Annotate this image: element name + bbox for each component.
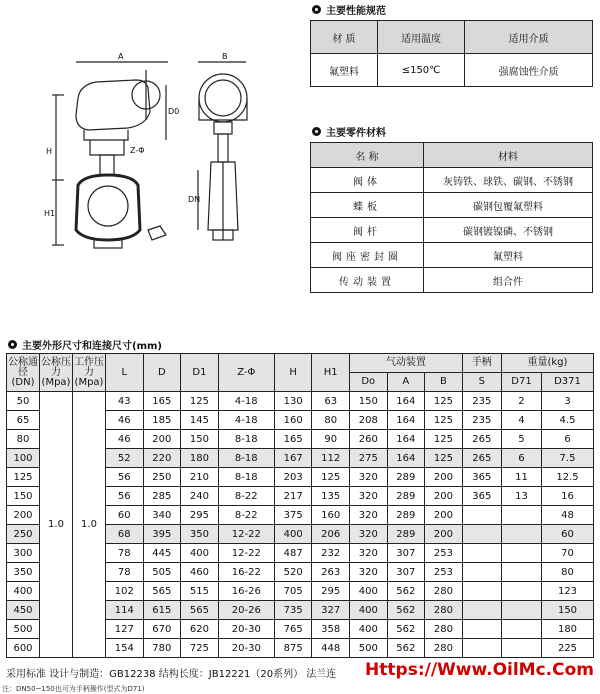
dim-cell: 200 (143, 430, 181, 449)
dim-header-Do: Do (350, 373, 388, 392)
parts-material: 碳钢包覆氟塑料 (424, 193, 593, 218)
dim-cell: 280 (425, 601, 463, 620)
dim-cell: 20-26 (218, 601, 274, 620)
dim-cell: 208 (350, 411, 388, 430)
dim-cell: 780 (143, 639, 181, 658)
section-bullet-icon (312, 5, 322, 14)
dim-cell: 180 (181, 449, 219, 468)
perf-header-temp: 适用温度 (377, 21, 464, 54)
parts-name: 阀体 (311, 168, 424, 193)
dim-cell: 203 (274, 468, 312, 487)
dim-cell-dn: 200 (7, 506, 40, 525)
dim-cell-dn: 600 (7, 639, 40, 658)
dim-header-H1: H1 (312, 354, 350, 392)
dim-cell: 165 (143, 392, 181, 411)
dim-cell: 400 (274, 525, 312, 544)
dim-cell-pn: 1.0 (40, 392, 73, 658)
dim-cell: 253 (425, 544, 463, 563)
dim-cell: 56 (106, 487, 144, 506)
dim-cell: 260 (350, 430, 388, 449)
dim-cell: 8-18 (218, 449, 274, 468)
dim-cell: 307 (387, 544, 425, 563)
dim-header-D1: D1 (181, 354, 219, 392)
dim-cell: 265 (462, 449, 501, 468)
parts-header-material: 材料 (424, 143, 593, 168)
dim-cell: 725 (181, 639, 219, 658)
dim-cell: 150 (542, 601, 594, 620)
section-parts-label: 主要零件材料 (326, 128, 386, 139)
dim-cell: 6 (501, 449, 541, 468)
dim-cell: 164 (387, 392, 425, 411)
dim-cell: 765 (274, 620, 312, 639)
dim-cell: 263 (312, 563, 350, 582)
parts-name: 传动装置 (311, 268, 424, 293)
dim-cell: 320 (350, 506, 388, 525)
dim-cell: 280 (425, 639, 463, 658)
dim-cell: 125 (425, 449, 463, 468)
dim-cell: 200 (425, 525, 463, 544)
dim-cell: 620 (181, 620, 219, 639)
perf-header-medium: 适用介质 (465, 21, 593, 54)
dim-cell: 200 (425, 468, 463, 487)
dim-header-H: H (274, 354, 312, 392)
dim-cell: 164 (387, 449, 425, 468)
footnote: 注：DN50~150也可为手柄操作(型式为D71) (2, 685, 145, 693)
dim-cell: 13 (501, 487, 541, 506)
dim-cell (462, 639, 501, 658)
dim-header-L: L (106, 354, 144, 392)
dim-cell: 562 (387, 582, 425, 601)
dim-cell: 285 (143, 487, 181, 506)
dim-header-D371: D371 (542, 373, 594, 392)
dim-cell (501, 639, 541, 658)
dim-cell: 8-18 (218, 468, 274, 487)
dim-label-D0: D0 (168, 107, 180, 116)
dim-cell: 265 (462, 430, 501, 449)
dim-cell: 253 (425, 563, 463, 582)
dim-cell: 60 (542, 525, 594, 544)
dim-cell-dn: 80 (7, 430, 40, 449)
dim-cell: 320 (350, 544, 388, 563)
dim-cell: 615 (143, 601, 181, 620)
dim-cell (501, 506, 541, 525)
dim-cell: 705 (274, 582, 312, 601)
dim-cell: 130 (274, 392, 312, 411)
dim-cell: 280 (425, 582, 463, 601)
dim-header-weight: 重量(kg) (501, 354, 593, 373)
dim-cell-dn: 400 (7, 582, 40, 601)
dim-cell: 460 (181, 563, 219, 582)
dim-cell: 4 (501, 411, 541, 430)
dim-cell: 5 (501, 430, 541, 449)
dim-cell: 320 (350, 487, 388, 506)
dim-cell-dn: 150 (7, 487, 40, 506)
dim-label-A: A (118, 52, 124, 61)
dim-cell: 565 (143, 582, 181, 601)
dim-cell (462, 506, 501, 525)
valve-technical-drawing (28, 40, 273, 270)
dim-cell: 350 (181, 525, 219, 544)
dim-cell: 102 (106, 582, 144, 601)
dim-cell-dn: 250 (7, 525, 40, 544)
dim-cell: 127 (106, 620, 144, 639)
dim-cell: 375 (274, 506, 312, 525)
dim-cell (501, 582, 541, 601)
dim-label-H1: H1 (44, 209, 56, 218)
dim-cell: 125 (425, 392, 463, 411)
section-performance-label: 主要性能规范 (326, 6, 386, 17)
dim-cell: 327 (312, 601, 350, 620)
dim-cell: 289 (387, 468, 425, 487)
dim-cell: 875 (274, 639, 312, 658)
dim-cell: 307 (387, 563, 425, 582)
dim-cell: 320 (350, 525, 388, 544)
dim-cell (462, 582, 501, 601)
dim-cell: 217 (274, 487, 312, 506)
section-performance-title (312, 2, 386, 17)
dim-cell: 225 (542, 639, 594, 658)
dim-cell: 400 (350, 620, 388, 639)
dim-cell: 515 (181, 582, 219, 601)
dim-cell: 200 (425, 506, 463, 525)
dim-cell (462, 601, 501, 620)
dim-cell-dn: 500 (7, 620, 40, 639)
dim-label-H: H (46, 147, 53, 156)
parts-material: 氟塑料 (424, 243, 593, 268)
section-parts-title (312, 124, 386, 139)
dim-cell: 12-22 (218, 525, 274, 544)
dim-cell: 232 (312, 544, 350, 563)
standards-text: 采用标准 设计与制造：GB12238 结构长度：JB12221（20系列） 法兰连 (6, 669, 337, 680)
dim-cell: 154 (106, 639, 144, 658)
dim-cell: 289 (387, 487, 425, 506)
dim-cell: 52 (106, 449, 144, 468)
dim-cell: 43 (106, 392, 144, 411)
dim-cell: 235 (462, 392, 501, 411)
parts-material: 组合件 (424, 268, 593, 293)
dim-cell: 206 (312, 525, 350, 544)
dim-cell: 16-22 (218, 563, 274, 582)
dim-cell: 280 (425, 620, 463, 639)
dim-cell: 80 (312, 411, 350, 430)
dim-cell: 165 (274, 430, 312, 449)
dim-cell: 3 (542, 392, 594, 411)
dim-cell: 46 (106, 411, 144, 430)
dim-cell: 448 (312, 639, 350, 658)
dim-header-handle: 手柄 (462, 354, 501, 373)
dim-label-Z: Z-Φ (130, 146, 145, 155)
dim-cell (501, 620, 541, 639)
dim-cell: 520 (274, 563, 312, 582)
dim-header-D: D (143, 354, 181, 392)
section-bullet-icon (8, 340, 18, 349)
dim-cell: 320 (350, 468, 388, 487)
dim-cell (501, 544, 541, 563)
dim-cell: 160 (312, 506, 350, 525)
dim-cell: 185 (143, 411, 181, 430)
perf-cell-medium: 强腐蚀性介质 (465, 54, 593, 87)
dim-cell-dn: 350 (7, 563, 40, 582)
watermark: Https://Www.OilMc.Com (365, 660, 594, 680)
dim-cell: 2 (501, 392, 541, 411)
dim-cell: 445 (143, 544, 181, 563)
performance-table (310, 20, 593, 87)
dim-cell: 80 (542, 563, 594, 582)
dim-cell: 125 (181, 392, 219, 411)
dim-cell: 90 (312, 430, 350, 449)
dim-cell: 150 (181, 430, 219, 449)
dim-cell-wp: 1.0 (73, 392, 106, 658)
dim-cell: 365 (462, 487, 501, 506)
dim-cell-dn: 125 (7, 468, 40, 487)
dim-cell: 123 (542, 582, 594, 601)
dim-table-row (7, 392, 594, 411)
dim-cell: 358 (312, 620, 350, 639)
parts-material: 灰铸铁、球铁、碳钢、不锈钢 (424, 168, 593, 193)
dim-cell: 400 (350, 582, 388, 601)
dim-cell: 56 (106, 468, 144, 487)
dim-cell: 487 (274, 544, 312, 563)
section-dimensions-title (8, 337, 162, 352)
parts-table (310, 142, 593, 293)
dim-cell (462, 563, 501, 582)
parts-material: 碳钢镀镍磷、不锈钢 (424, 218, 593, 243)
dim-header-pn: 公称压力(Mpa) (40, 354, 73, 392)
dim-label-DN: DN (188, 195, 201, 204)
dim-cell: 4-18 (218, 392, 274, 411)
dim-cell (501, 563, 541, 582)
dim-cell: 289 (387, 525, 425, 544)
dim-cell: 295 (312, 582, 350, 601)
dim-cell: 11 (501, 468, 541, 487)
dim-cell: 400 (181, 544, 219, 563)
dim-cell: 60 (106, 506, 144, 525)
dim-cell: 150 (350, 392, 388, 411)
dim-header-D71: D71 (501, 373, 541, 392)
dim-cell: 180 (542, 620, 594, 639)
dim-cell: 114 (106, 601, 144, 620)
dim-cell: 735 (274, 601, 312, 620)
dim-cell: 500 (350, 639, 388, 658)
dim-cell-dn: 100 (7, 449, 40, 468)
dim-cell-dn: 450 (7, 601, 40, 620)
dim-cell: 63 (312, 392, 350, 411)
dim-cell: 160 (274, 411, 312, 430)
dim-cell: 200 (425, 487, 463, 506)
dim-cell: 125 (425, 430, 463, 449)
dim-cell: 395 (143, 525, 181, 544)
dim-cell: 210 (181, 468, 219, 487)
dim-cell: 20-30 (218, 639, 274, 658)
dim-cell: 4-18 (218, 411, 274, 430)
dim-cell: 505 (143, 563, 181, 582)
dim-cell: 275 (350, 449, 388, 468)
dim-cell: 8-22 (218, 506, 274, 525)
perf-cell-material: 氟塑料 (311, 54, 378, 87)
dim-cell: 167 (274, 449, 312, 468)
dim-cell: 250 (143, 468, 181, 487)
dim-header-wp: 工作压力(Mpa) (73, 354, 106, 392)
dim-cell: 78 (106, 563, 144, 582)
dim-header-pneumatic: 气动装置 (350, 354, 463, 373)
parts-name: 阀座密封圈 (311, 243, 424, 268)
dim-cell: 320 (350, 563, 388, 582)
dim-cell: 16 (542, 487, 594, 506)
dim-cell: 670 (143, 620, 181, 639)
dim-cell: 135 (312, 487, 350, 506)
section-dimensions-label: 主要外形尺寸和连接尺寸(mm) (22, 341, 162, 352)
dim-header-B: B (425, 373, 463, 392)
dim-cell: 562 (387, 639, 425, 658)
dim-cell: 289 (387, 506, 425, 525)
dim-cell: 70 (542, 544, 594, 563)
dim-cell (462, 544, 501, 563)
dim-cell: 235 (462, 411, 501, 430)
dim-cell: 6 (542, 430, 594, 449)
dim-cell (462, 620, 501, 639)
dim-cell-dn: 65 (7, 411, 40, 430)
dim-cell (501, 525, 541, 544)
section-bullet-icon (312, 127, 322, 136)
dim-cell: 16-26 (218, 582, 274, 601)
dim-cell: 295 (181, 506, 219, 525)
dim-cell: 562 (387, 620, 425, 639)
dim-cell: 46 (106, 430, 144, 449)
perf-cell-temp: ≤150℃ (377, 54, 464, 87)
dim-cell: 68 (106, 525, 144, 544)
dim-cell: 240 (181, 487, 219, 506)
dim-cell: 20-30 (218, 620, 274, 639)
dim-cell: 365 (462, 468, 501, 487)
dim-cell: 112 (312, 449, 350, 468)
dim-cell: 400 (350, 601, 388, 620)
dim-cell (501, 601, 541, 620)
parts-name: 蝶板 (311, 193, 424, 218)
dim-cell: 125 (312, 468, 350, 487)
dim-cell: 78 (106, 544, 144, 563)
dim-cell: 7.5 (542, 449, 594, 468)
dim-header-dn: 公称通径(DN) (7, 354, 40, 392)
dim-cell: 8-18 (218, 430, 274, 449)
dim-cell: 340 (143, 506, 181, 525)
parts-header-name: 名 称 (311, 143, 424, 168)
dim-cell: 8-22 (218, 487, 274, 506)
dim-cell: 12.5 (542, 468, 594, 487)
dim-cell-dn: 50 (7, 392, 40, 411)
dim-cell-dn: 300 (7, 544, 40, 563)
dim-cell: 220 (143, 449, 181, 468)
dim-header-Z: Z-Φ (218, 354, 274, 392)
dim-cell: 562 (387, 601, 425, 620)
dim-cell: 164 (387, 430, 425, 449)
dim-cell: 48 (542, 506, 594, 525)
dimensions-table (6, 353, 594, 658)
dim-cell: 565 (181, 601, 219, 620)
dim-label-B: B (222, 52, 228, 61)
dim-cell (462, 525, 501, 544)
dim-cell: 145 (181, 411, 219, 430)
dim-header-A: A (387, 373, 425, 392)
dim-header-S: S (462, 373, 501, 392)
perf-header-material: 材 质 (311, 21, 378, 54)
dim-cell: 125 (425, 411, 463, 430)
dim-cell: 4.5 (542, 411, 594, 430)
dim-cell: 164 (387, 411, 425, 430)
parts-name: 阀杆 (311, 218, 424, 243)
dim-cell: 12-22 (218, 544, 274, 563)
